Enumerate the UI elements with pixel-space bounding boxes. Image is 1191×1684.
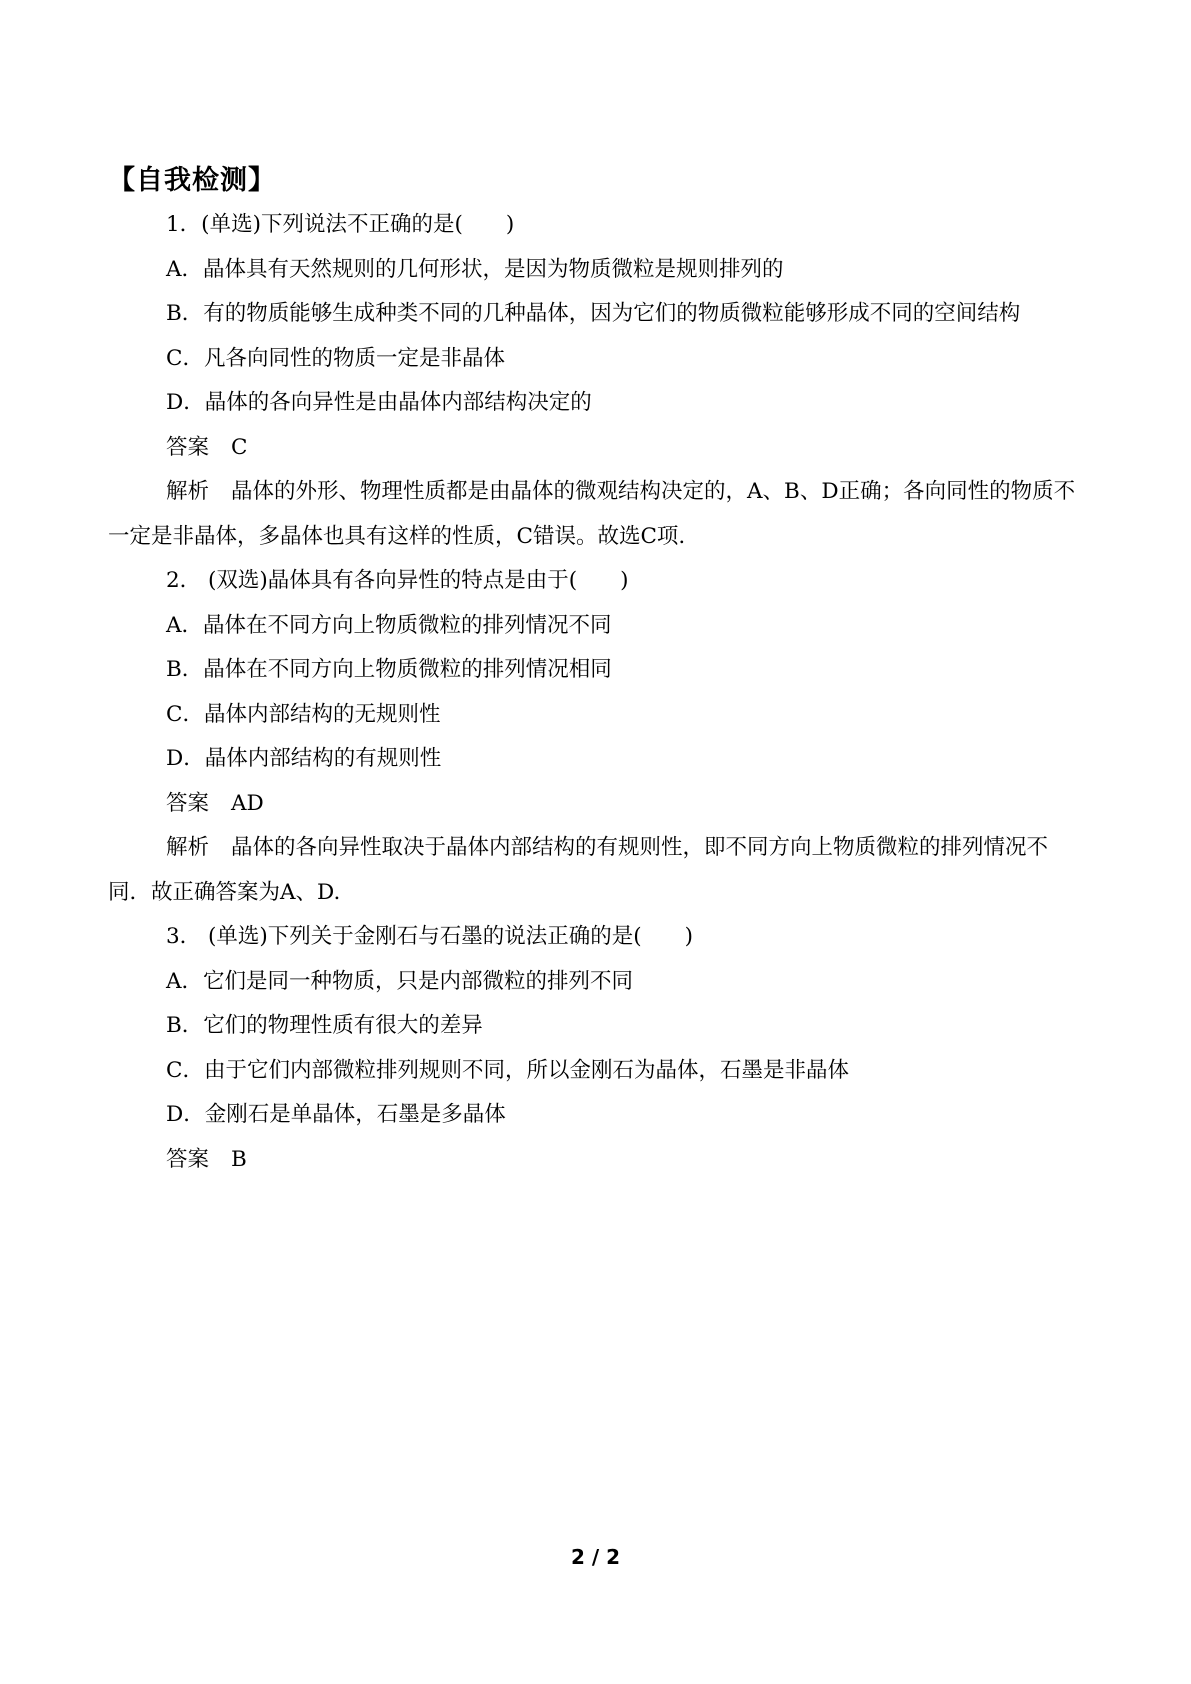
option-a: A．晶体具有天然规则的几何形状，是因为物质微粒是规则排列的 bbox=[166, 256, 784, 282]
option-c: C．由于它们内部微粒排列规则不同，所以金刚石为晶体，石墨是非晶体 bbox=[166, 1057, 849, 1083]
answer-label: 答案 bbox=[166, 1146, 210, 1172]
option-d: D．金刚石是单晶体，石墨是多晶体 bbox=[166, 1102, 506, 1127]
answer-value: AD bbox=[231, 790, 264, 816]
analysis-line bbox=[108, 826, 1083, 915]
analysis-label: 解析 bbox=[166, 835, 210, 860]
answer-line bbox=[108, 426, 1083, 471]
page-number: 2 / 2 bbox=[570, 1545, 621, 1569]
question-stem: 1．(单选)下列说法不正确的是( ) bbox=[166, 212, 515, 237]
question-stem: 2． (双选)晶体具有各向异性的特点是由于( ) bbox=[166, 568, 629, 593]
question-3 bbox=[108, 915, 1083, 1182]
question-list bbox=[108, 203, 1083, 1182]
answer-line bbox=[108, 1138, 1083, 1183]
option-b: B．晶体在不同方向上物质微粒的排列情况相同 bbox=[166, 657, 612, 682]
analysis-text: 晶体的各向异性取决于晶体内部结构的有规则性，即不同方向上物质微粒的排列情况不同．故正确答案为A、D. bbox=[108, 835, 1049, 905]
question-1 bbox=[108, 203, 1083, 559]
option-b: B．有的物质能够生成种类不同的几种晶体，因为它们的物质微粒能够形成不同的空间结构 bbox=[166, 301, 1021, 326]
analysis-line bbox=[108, 470, 1083, 559]
answer-label: 答案 bbox=[166, 790, 210, 816]
question-stem: 3． (单选)下列关于金刚石与石墨的说法正确的是( ) bbox=[166, 924, 694, 949]
option-c: C．凡各向同性的物质一定是非晶体 bbox=[166, 345, 505, 371]
answer-value: C bbox=[231, 434, 248, 460]
section-title: 【自我检测】 bbox=[108, 165, 276, 196]
option-a: A．晶体在不同方向上物质微粒的排列情况不同 bbox=[166, 612, 612, 638]
option-d: D．晶体的各向异性是由晶体内部结构决定的 bbox=[166, 390, 592, 415]
answer-label: 答案 bbox=[166, 434, 210, 460]
answer-line bbox=[108, 782, 1083, 827]
analysis-label: 解析 bbox=[166, 479, 210, 504]
analysis-text: 晶体的外形、物理性质都是由晶体的微观结构决定的，A、B、D正确；各向同性的物质不一定是非晶体，多晶体也具有这样的性质，C错误。故选C项. bbox=[108, 479, 1076, 549]
option-b: B．它们的物理性质有很大的差异 bbox=[166, 1013, 483, 1038]
question-2 bbox=[108, 559, 1083, 915]
option-a: A．它们是同一种物质，只是内部微粒的排列不同 bbox=[166, 968, 634, 994]
option-d: D．晶体内部结构的有规则性 bbox=[166, 746, 442, 771]
answer-value: B bbox=[231, 1146, 247, 1172]
option-c: C．晶体内部结构的无规则性 bbox=[166, 701, 441, 727]
